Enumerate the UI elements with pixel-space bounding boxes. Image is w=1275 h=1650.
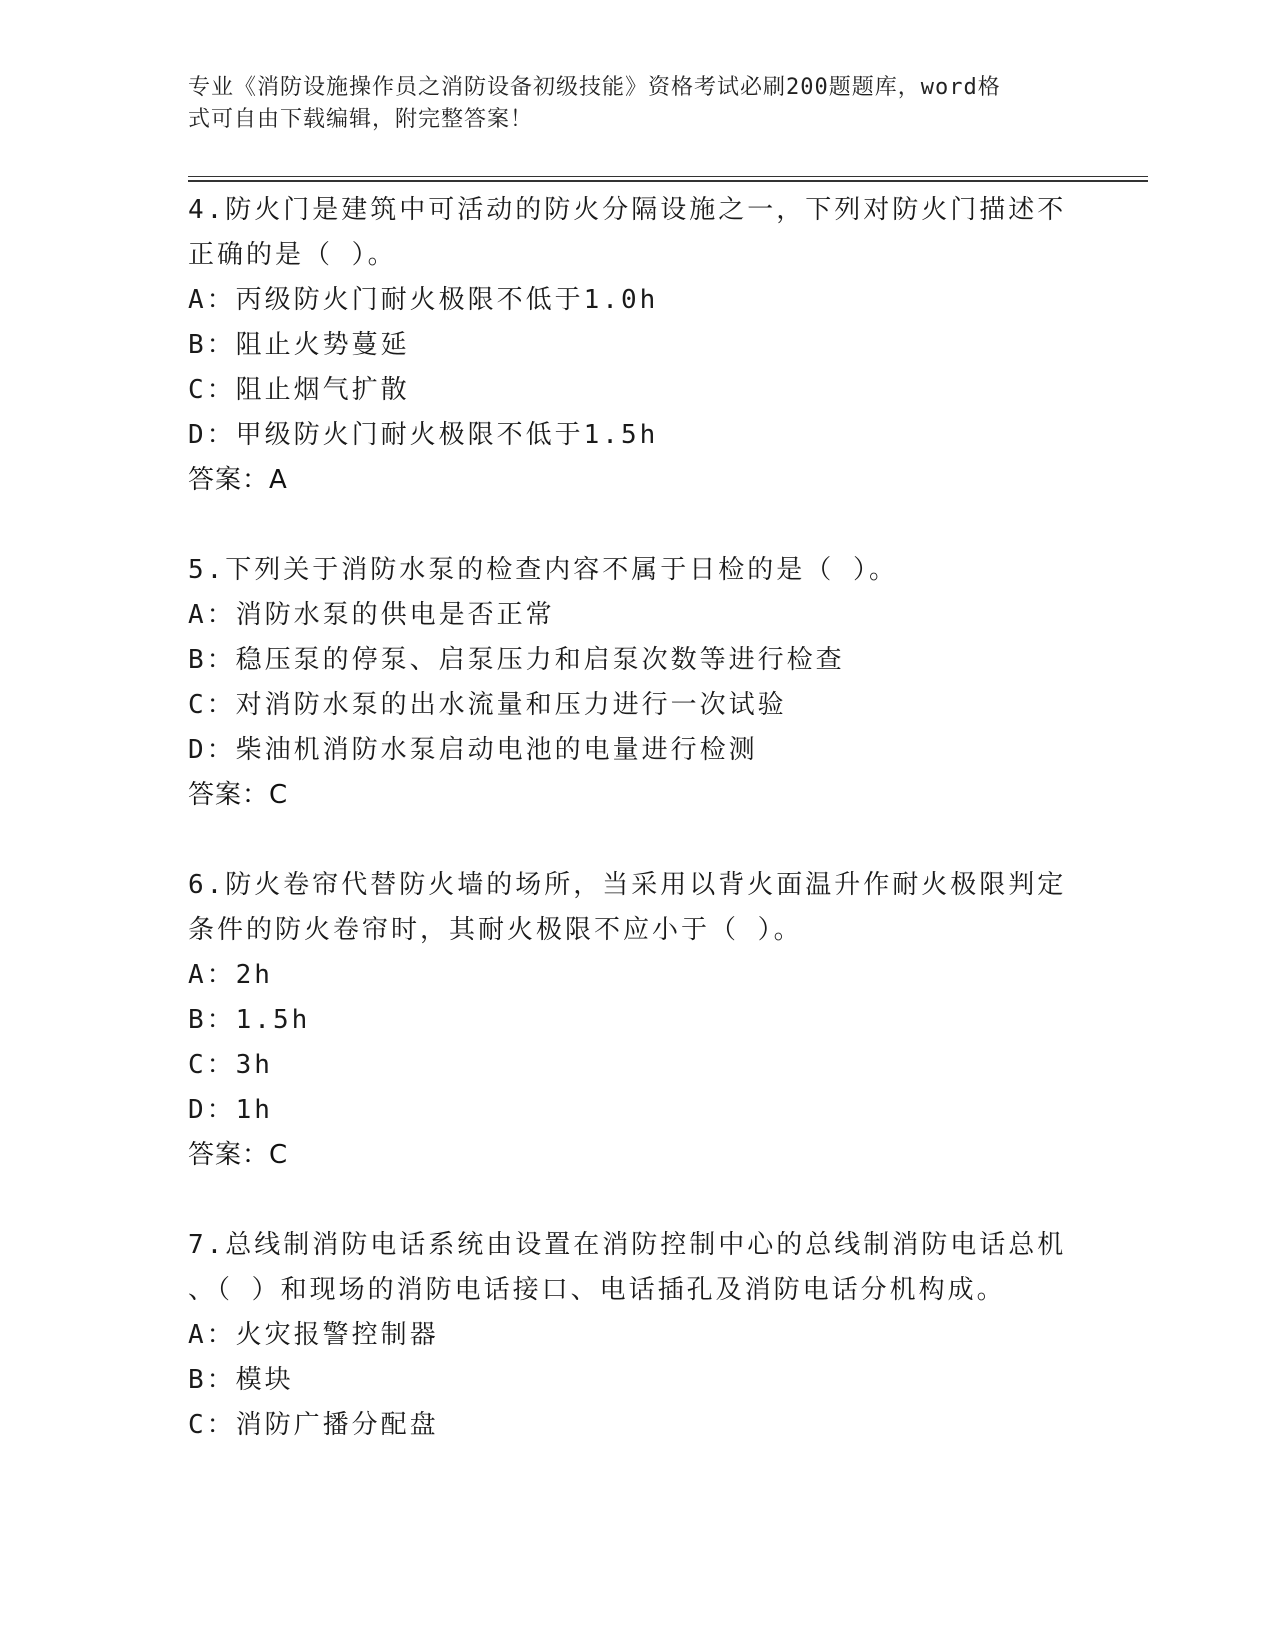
option-c: C：对消防水泵的出水流量和压力进行一次试验 [188, 690, 787, 720]
question-spacer [188, 503, 1068, 548]
header-divider-thin [188, 176, 1148, 177]
question-6 [188, 863, 1068, 1178]
question-list [188, 188, 1068, 1448]
answer-line: 答案：A [188, 465, 288, 495]
option-b: B：阻止火势蔓延 [188, 330, 410, 360]
question-stem-line: 正确的是（ ）。 [188, 240, 397, 270]
question-stem-line: 6.防火卷帘代替防火墙的场所，当采用以背火面温升作耐火极限判定 [188, 870, 1067, 900]
option-c: C：3h [188, 1050, 273, 1080]
option-a: A：消防水泵的供电是否正常 [188, 600, 555, 630]
question-spacer [188, 1178, 1068, 1223]
option-b: B：模块 [188, 1365, 294, 1395]
answer-line: 答案：C [188, 1140, 289, 1170]
header-line-2: 式可自由下载编辑，附完整答案！ [188, 107, 534, 132]
option-a: A：火灾报警控制器 [188, 1320, 439, 1350]
question-stem-line: 7.总线制消防电话系统由设置在消防控制中心的总线制消防电话总机 [188, 1230, 1067, 1260]
answer-line: 答案：C [188, 780, 289, 810]
option-d: D：1h [188, 1095, 273, 1125]
question-stem-line: 5.下列关于消防水泵的检查内容不属于日检的是（ ）。 [188, 555, 898, 585]
question-stem-line: 条件的防火卷帘时，其耐火极限不应小于（ ）。 [188, 915, 803, 945]
option-c: C：消防广播分配盘 [188, 1410, 439, 1440]
option-b: B：稳压泵的停泵、启泵压力和启泵次数等进行检查 [188, 645, 845, 675]
question-7 [188, 1223, 1068, 1448]
question-4 [188, 188, 1068, 503]
question-5 [188, 548, 1068, 818]
question-stem-line: 4.防火门是建筑中可活动的防火分隔设施之一，下列对防火门描述不 [188, 195, 1067, 225]
document-header [188, 72, 1068, 136]
option-d: D：甲级防火门耐火极限不低于1.5h [188, 420, 659, 450]
option-d: D：柴油机消防水泵启动电池的电量进行检测 [188, 735, 758, 765]
question-spacer [188, 818, 1068, 863]
option-b: B：1.5h [188, 1005, 311, 1035]
option-a: A：丙级防火门耐火极限不低于1.0h [188, 285, 659, 315]
option-a: A：2h [188, 960, 273, 990]
header-line-1: 专业《消防设施操作员之消防设备初级技能》资格考试必刷200题题库，word格 [188, 75, 1001, 100]
option-c: C：阻止烟气扩散 [188, 375, 410, 405]
header-divider-thick [188, 180, 1148, 182]
question-stem-line: 、（ ）和现场的消防电话接口、电话插孔及消防电话分机构成。 [188, 1275, 1006, 1305]
